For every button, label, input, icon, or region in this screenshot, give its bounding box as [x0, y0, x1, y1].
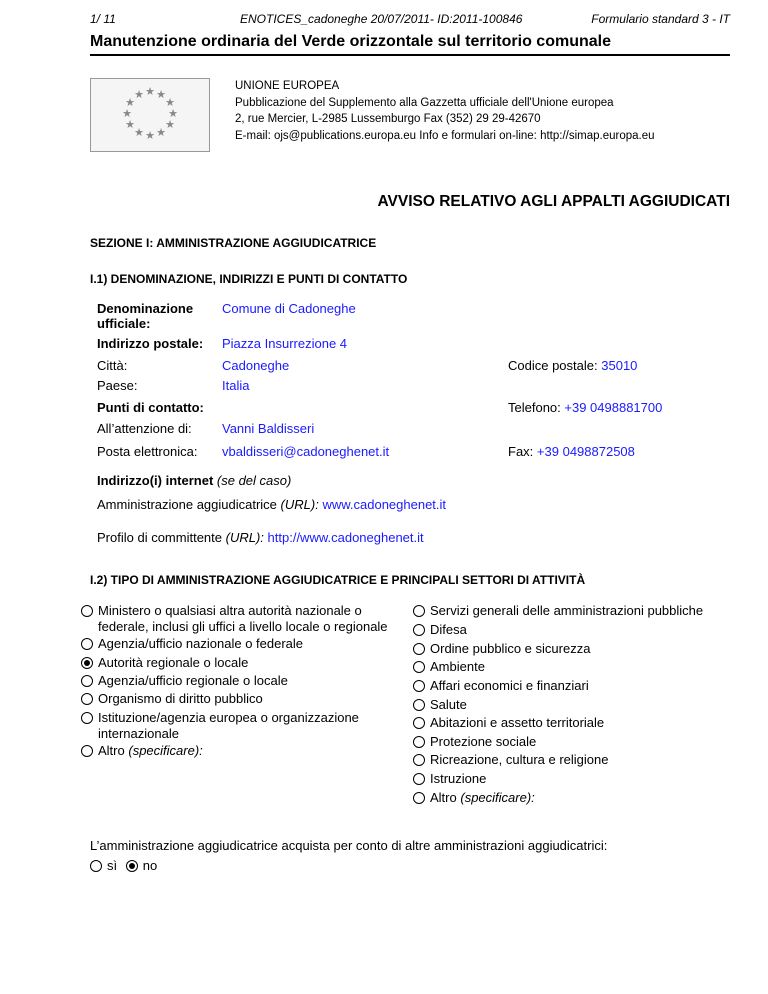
type-option-regional-authority[interactable]: Autorità regionale o locale [81, 655, 248, 671]
document-title: Manutenzione ordinaria del Verde orizzontale sul territorio comunale [90, 33, 730, 56]
svg-text:★: ★ [122, 107, 132, 120]
radio-button-selected-icon[interactable] [81, 657, 93, 669]
sector-option-economic-affairs[interactable]: Affari economici e finanziari [413, 678, 589, 694]
radio-button-icon[interactable] [413, 699, 425, 711]
sector-option-education[interactable]: Istruzione [413, 771, 486, 787]
form-name: Formulario standard 3 - IT [591, 12, 730, 26]
page-header [90, 12, 730, 26]
country-value: Italia [222, 378, 250, 393]
sector-option-social-protection[interactable]: Protezione sociale [413, 734, 536, 750]
radio-button-icon[interactable] [81, 712, 93, 724]
admin-url-link[interactable]: www.cadoneghenet.it [322, 497, 447, 512]
eu-name: UNIONE EUROPEA [235, 80, 340, 92]
radio-button-icon[interactable] [413, 773, 425, 785]
page-number: 1/ 11 [90, 12, 116, 26]
fax: Fax: +39 0498872508 [508, 444, 635, 459]
city-value: Cadoneghe [222, 358, 290, 373]
svg-text:★: ★ [165, 118, 175, 131]
attention-value: Vanni Baldisseri [222, 421, 315, 436]
radio-button-selected-icon[interactable] [126, 860, 138, 872]
document-id: ENOTICES_cadoneghe 20/07/2011- ID:2011-100846 [240, 12, 523, 26]
svg-text:★: ★ [156, 88, 166, 101]
radio-button-icon[interactable] [413, 624, 425, 636]
radio-button-icon[interactable] [413, 736, 425, 748]
phone: Telefono: +39 0498881700 [508, 400, 663, 415]
postal-code: Codice postale: 35010 [508, 358, 638, 373]
radio-button-icon[interactable] [413, 792, 425, 804]
eu-publication-info [235, 78, 655, 144]
official-name-value: Comune di Cadoneghe [222, 301, 356, 316]
subsection-heading: I.1) DENOMINAZIONE, INDIRIZZI E PUNTI DI CONTATTO [90, 272, 408, 286]
postal-address-value: Piazza Insurrezione 4 [222, 336, 348, 351]
svg-text:★: ★ [168, 107, 178, 120]
sector-option-public-order[interactable]: Ordine pubblico e sicurezza [413, 641, 590, 657]
section-heading: SEZIONE I: AMMINISTRAZIONE AGGIUDICATRICE [90, 236, 377, 250]
type-option-eu-institution[interactable]: Istituzione/agenzia europea o organizzazione internazionale [81, 710, 388, 742]
internet-heading: Indirizzo(i) internet (se del caso) [97, 473, 292, 488]
radio-button-icon[interactable] [90, 860, 102, 872]
official-name-label: Denominazione ufficiale: [97, 301, 194, 331]
svg-text:★: ★ [156, 126, 166, 139]
svg-text:★: ★ [145, 85, 155, 98]
contact-points-label: Punti di contatto: [97, 400, 204, 415]
phone-value: +39 0498881700 [564, 400, 663, 415]
svg-text:★: ★ [125, 118, 135, 131]
radio-button-icon[interactable] [81, 693, 93, 705]
behalf-option-no[interactable]: no [126, 858, 157, 873]
email-value: vbaldisseri@cadoneghenet.it [222, 444, 390, 459]
behalf-option-yes[interactable]: sì [90, 858, 117, 873]
type-option-other[interactable]: Altro (specificare): [81, 743, 203, 759]
profile-url-link[interactable]: http://www.cadoneghenet.it [267, 530, 424, 545]
sector-option-recreation[interactable]: Ricreazione, cultura e religione [413, 752, 608, 768]
svg-text:★: ★ [134, 126, 144, 139]
sector-option-defence[interactable]: Difesa [413, 622, 467, 638]
type-option-ministry[interactable]: Ministero o qualsiasi altra autorità nazionale o federale, inclusi gli uffici a livello locale o regionale [81, 603, 408, 635]
eu-publication: Pubblicazione del Supplemento alla Gazzetta ufficiale dell'Unione europea [235, 96, 614, 109]
svg-text:★: ★ [134, 88, 144, 101]
radio-button-icon[interactable] [81, 638, 93, 650]
radio-button-icon[interactable] [81, 745, 93, 757]
city-label: Città: [97, 358, 128, 373]
sector-option-housing[interactable]: Abitazioni e assetto territoriale [413, 715, 604, 731]
country-label: Paese: [97, 378, 138, 393]
radio-button-icon[interactable] [413, 680, 425, 692]
eu-contact: E-mail: ojs@publications.europa.eu Info e formulari on-line: http://simap.europa.eu [235, 129, 655, 142]
postal-address-label: Indirizzo postale: [97, 336, 204, 351]
sector-option-general-services[interactable]: Servizi generali delle amministrazioni pubbliche [413, 603, 703, 619]
sector-option-health[interactable]: Salute [413, 697, 467, 713]
fax-value: +39 0498872508 [536, 444, 635, 459]
attention-label: All’attenzione di: [97, 421, 192, 436]
radio-button-icon[interactable] [413, 717, 425, 729]
behalf-options [90, 858, 162, 873]
radio-button-icon[interactable] [413, 661, 425, 673]
type-option-national-agency[interactable]: Agenzia/ufficio nazionale o federale [81, 636, 303, 652]
radio-button-icon[interactable] [413, 643, 425, 655]
radio-button-icon[interactable] [413, 605, 425, 617]
behalf-question: L’amministrazione aggiudicatrice acquista per conto di altre amministrazioni aggiudicatrici: [90, 838, 608, 853]
svg-text:★: ★ [145, 129, 155, 142]
sector-option-environment[interactable]: Ambiente [413, 659, 485, 675]
svg-text:★: ★ [125, 96, 135, 109]
notice-title: AVVISO RELATIVO AGLI APPALTI AGGIUDICATI [377, 193, 730, 210]
type-option-regional-agency[interactable]: Agenzia/ufficio regionale o locale [81, 673, 288, 689]
radio-button-icon[interactable] [81, 605, 93, 617]
email-label: Posta elettronica: [97, 444, 198, 459]
eu-address: 2, rue Mercier, L-2985 Lussemburgo Fax (352) 29 29-42670 [235, 113, 541, 125]
profile-url-line: Profilo di committente (URL): http://www.cadoneghenet.it [97, 530, 424, 545]
radio-button-icon[interactable] [81, 675, 93, 687]
radio-button-icon[interactable] [413, 754, 425, 766]
postal-code-value: 35010 [601, 358, 638, 373]
admin-url-line: Amministrazione aggiudicatrice (URL): www.cadoneghenet.it [97, 497, 447, 512]
subsection-heading: I.2) TIPO DI AMMINISTRAZIONE AGGIUDICATRICE E PRINCIPALI SETTORI DI ATTIVITÀ [90, 573, 586, 587]
svg-text:★: ★ [165, 96, 175, 109]
type-option-public-body[interactable]: Organismo di diritto pubblico [81, 691, 263, 707]
eu-flag-icon [90, 78, 210, 152]
sector-option-other[interactable]: Altro (specificare): [413, 790, 535, 806]
